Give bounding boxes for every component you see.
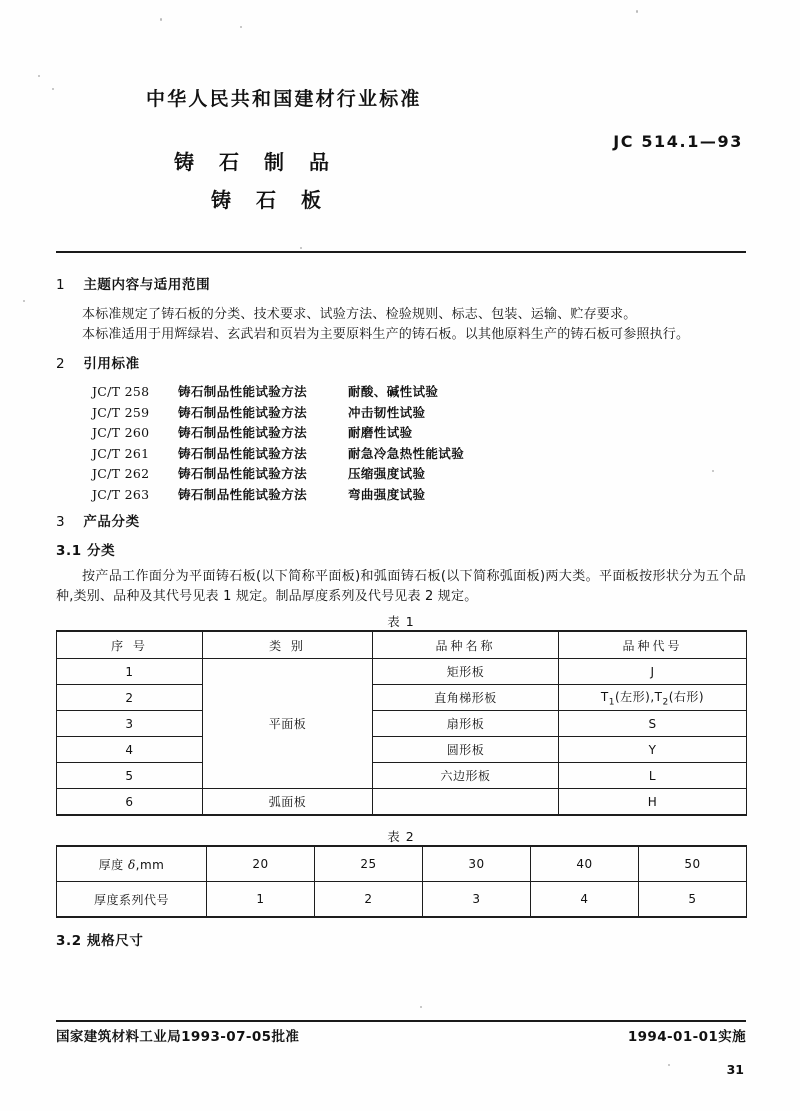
reference-test: 耐急冷急热性能试验 — [348, 445, 465, 461]
table1-col-code: 品种代号 — [559, 631, 747, 659]
table1-cell-name — [373, 789, 559, 816]
table1-cell-code — [559, 685, 747, 711]
table-row — [57, 685, 747, 711]
table1-header-row — [57, 631, 747, 659]
table1-cell-seq: 6 — [57, 789, 203, 816]
standard-number: JC 514.1—93 — [613, 132, 743, 151]
reference-item — [56, 403, 746, 424]
reference-name: 铸石制品性能试验方法 — [178, 445, 308, 461]
table-thickness — [56, 845, 747, 918]
table2-cell-thickness: 30 — [423, 846, 531, 882]
reference-item — [56, 444, 746, 465]
section1-paragraph-1: 本标准规定了铸石板的分类、技术要求、试验方法、检验规则、标志、包装、运输、贮存要求。 — [82, 307, 637, 322]
table1-cell-seq: 1 — [57, 659, 203, 685]
reference-name: 铸石制品性能试验方法 — [178, 425, 308, 440]
section1-paragraph-2: 本标准适用于用辉绿岩、玄武岩和页岩为主要原料生产的铸石板。以其他原料生产的铸石板可参照执行。 — [82, 327, 690, 342]
table2-cell-code: 5 — [639, 882, 747, 918]
implementation-date: 1994-01-01实施 — [627, 1029, 746, 1045]
reference-name: 铸石制品性能试验方法 — [178, 404, 308, 420]
reference-test: 压缩强度试验 — [348, 466, 426, 481]
table2-cell-code: 2 — [315, 882, 423, 918]
delta-symbol: δ — [127, 857, 136, 872]
reference-name: 铸石制品性能试验方法 — [178, 466, 308, 481]
scan-speck — [240, 26, 242, 28]
table-row — [57, 882, 747, 918]
scan-speck — [38, 75, 40, 77]
table1-cell-name: 直角梯形板 — [373, 685, 559, 711]
code-subscript-2: 2 — [662, 697, 669, 708]
title-divider — [56, 251, 746, 253]
table2-cell-thickness: 25 — [315, 846, 423, 882]
code-prefix: T — [600, 689, 609, 704]
reference-item — [56, 423, 746, 444]
section-title-3: 产品分类 — [83, 514, 140, 530]
scan-speck — [420, 1006, 422, 1008]
table1-cell-name: 圆形板 — [373, 737, 559, 763]
reference-code: JC/T 261 — [92, 445, 150, 461]
section-title-3-2: 规格尺寸 — [87, 933, 144, 949]
section-heading-3 — [56, 513, 746, 532]
table-row — [57, 789, 747, 816]
reference-name: 铸石制品性能试验方法 — [178, 486, 308, 502]
table1-col-category: 类 别 — [203, 631, 373, 659]
label-suffix: ,mm — [135, 857, 165, 872]
table1-cell-category-curved: 弧面板 — [203, 789, 373, 816]
label-prefix: 厚度 — [98, 857, 128, 872]
table1-cell-code: H — [559, 789, 747, 816]
code-middle: (左形),T — [614, 689, 663, 704]
table1-cell-code: S — [559, 711, 747, 737]
document-body — [56, 276, 746, 951]
reference-code: JC/T 260 — [92, 425, 150, 440]
code-suffix: (右形) — [668, 689, 705, 704]
table2-cell-code: 1 — [207, 882, 315, 918]
section-heading-3-2 — [56, 932, 746, 951]
reference-code: JC/T 259 — [92, 404, 150, 420]
table1-col-name: 品种名称 — [373, 631, 559, 659]
footer-divider — [56, 1020, 746, 1022]
section-heading-1 — [56, 276, 746, 295]
table1-cell-code: Y — [559, 737, 747, 763]
reference-name: 铸石制品性能试验方法 — [178, 384, 308, 399]
section-heading-2 — [56, 355, 746, 374]
scan-speck — [23, 300, 25, 302]
section-title-3-1: 分类 — [87, 543, 116, 559]
table-row — [57, 763, 747, 789]
table-row — [57, 659, 747, 685]
masthead — [56, 84, 746, 254]
table1-cell-seq: 2 — [57, 685, 203, 711]
section-number-3: 3 — [56, 514, 66, 530]
section-title-2: 引用标准 — [83, 356, 140, 372]
table1-cell-code: J — [559, 659, 747, 685]
table1-cell-code: L — [559, 763, 747, 789]
document-title-line2: 铸石板 — [211, 188, 346, 212]
reference-test: 耐酸、碱性试验 — [348, 384, 439, 399]
table-row — [57, 711, 747, 737]
table1-cell-category-flat: 平面板 — [203, 659, 373, 789]
reference-code: JC/T 258 — [92, 384, 150, 399]
reference-test: 冲击韧性试验 — [348, 404, 426, 420]
section-title-1: 主题内容与适用范围 — [83, 277, 211, 293]
table1-cell-name: 矩形板 — [373, 659, 559, 685]
document-title-line1: 铸石制品 — [174, 150, 354, 174]
table2-row-label-code: 厚度系列代号 — [57, 882, 207, 918]
section-heading-3-1 — [56, 542, 746, 561]
table2-row-label-thickness — [57, 846, 207, 882]
table-classification — [56, 630, 747, 816]
table2-cell-code: 4 — [531, 882, 639, 918]
reference-item — [56, 464, 746, 485]
reference-item — [56, 382, 746, 403]
reference-test: 弯曲强度试验 — [348, 486, 426, 502]
section-number-3-2: 3.2 — [56, 933, 82, 949]
table2-caption: 表 2 — [387, 829, 415, 844]
table1-cell-name: 扇形板 — [373, 711, 559, 737]
table1-caption: 表 1 — [387, 614, 415, 629]
table1-cell-seq: 5 — [57, 763, 203, 789]
table2-cell-thickness: 50 — [639, 846, 747, 882]
table-row — [57, 737, 747, 763]
referenced-standards-list — [56, 382, 746, 505]
approval-statement: 国家建筑材料工业局1993-07-05批准 — [56, 1029, 300, 1045]
table2-cell-thickness: 40 — [531, 846, 639, 882]
reference-code: JC/T 262 — [92, 466, 150, 481]
table1-cell-name: 六边形板 — [373, 763, 559, 789]
table1-cell-seq: 4 — [57, 737, 203, 763]
scan-speck — [636, 10, 638, 13]
reference-code: JC/T 263 — [92, 486, 150, 502]
reference-item — [56, 485, 746, 506]
table-row — [57, 846, 747, 882]
code-subscript-1: 1 — [608, 697, 615, 708]
table1-col-seq: 序 号 — [57, 631, 203, 659]
scan-speck — [668, 1064, 670, 1066]
scan-speck — [160, 18, 162, 21]
page-footer — [56, 1025, 746, 1045]
scan-speck — [52, 88, 54, 90]
reference-test: 耐磨性试验 — [348, 425, 413, 440]
page-number: 31 — [726, 1062, 744, 1077]
table1-cell-seq: 3 — [57, 711, 203, 737]
table2-cell-thickness: 20 — [207, 846, 315, 882]
table2-cell-code: 3 — [423, 882, 531, 918]
section-number-3-1: 3.1 — [56, 543, 82, 559]
section-number-2: 2 — [56, 356, 66, 372]
section31-paragraph-1: 按产品工作面分为平面铸石板(以下简称平面板)和弧面铸石板(以下简称弧面板)两大类。平面板按形状分为五个品种,类别、品种及其代号见表 1 规定。制品厚度系列及代号见表 2 规定。 — [56, 569, 746, 604]
issuing-organization: 中华人民共和国建材行业标准 — [146, 88, 422, 110]
section-number-1: 1 — [56, 277, 66, 293]
